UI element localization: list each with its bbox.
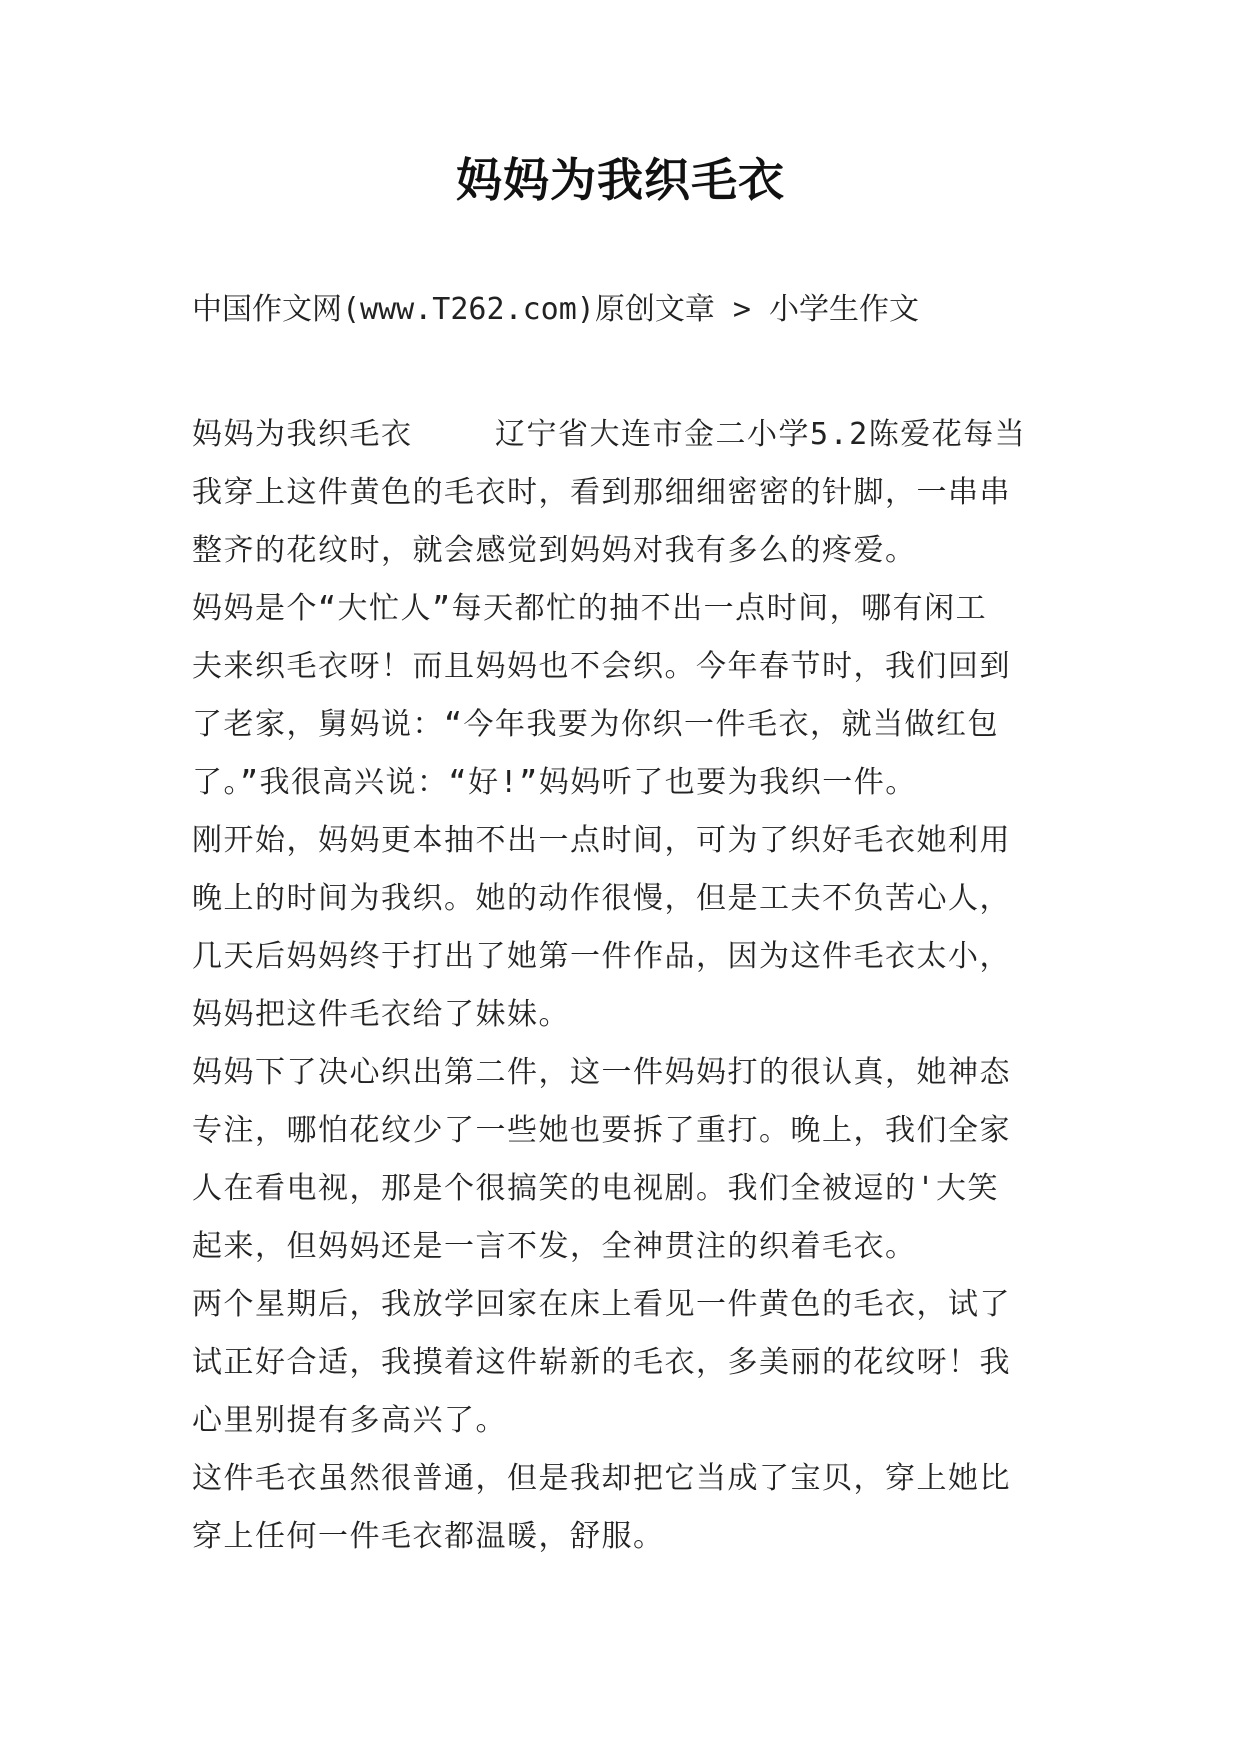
body-line: 试正好合适，我摸着这件崭新的毛衣，多美丽的花纹呀！我 bbox=[192, 1345, 1011, 1380]
body-line: 我穿上这件黄色的毛衣时，看到那细细密密的针脚，一串串 bbox=[192, 475, 1011, 510]
body-line: 几天后妈妈终于打出了她第一件作品，因为这件毛衣太小， bbox=[192, 939, 1011, 974]
body-line: 心里别提有多高兴了。 bbox=[192, 1403, 507, 1438]
body-line: 夫来织毛衣呀！而且妈妈也不会织。今年春节时，我们回到 bbox=[192, 649, 1011, 684]
body-line: 妈妈为我织毛衣 辽宁省大连市金二小学5.2陈爱花每当 bbox=[192, 417, 1027, 452]
body-line: 妈妈下了决心织出第二件，这一件妈妈打的很认真，她神态 bbox=[192, 1055, 1011, 1090]
body-line: 晚上的时间为我织。她的动作很慢，但是工夫不负苦心人， bbox=[192, 881, 1011, 916]
body-line: 妈妈把这件毛衣给了妹妹。 bbox=[192, 997, 570, 1032]
body-line: 整齐的花纹时，就会感觉到妈妈对我有多么的疼爱。 bbox=[192, 533, 917, 568]
body-line: 起来，但妈妈还是一言不发，全神贯注的织着毛衣。 bbox=[192, 1229, 917, 1264]
body-line: 穿上任何一件毛衣都温暖，舒服。 bbox=[192, 1519, 665, 1554]
body-line: 刚开始，妈妈更本抽不出一点时间，可为了织好毛衣她利用 bbox=[192, 823, 1011, 858]
body-line: 了老家，舅妈说：“今年我要为你织一件毛衣，就当做红包 bbox=[192, 707, 1000, 742]
body-line: 两个星期后，我放学回家在床上看见一件黄色的毛衣，试了 bbox=[192, 1287, 1011, 1322]
source-line: 中国作文网(www.T262.com)原创文章 > 小学生作文 bbox=[192, 292, 920, 327]
document-title: 妈妈为我织毛衣 bbox=[456, 153, 785, 207]
body-line: 专注，哪怕花纹少了一些她也要拆了重打。晚上，我们全家 bbox=[192, 1113, 1011, 1148]
body-line: 了。”我很高兴说：“好!”妈妈听了也要为我织一件。 bbox=[192, 765, 917, 800]
body-line: 人在看电视，那是个很搞笑的电视剧。我们全被逗的'大笑 bbox=[192, 1171, 1000, 1206]
article-body bbox=[192, 406, 1072, 1566]
body-line: 这件毛衣虽然很普通，但是我却把它当成了宝贝，穿上她比 bbox=[192, 1461, 1011, 1496]
body-line: 妈妈是个“大忙人”每天都忙的抽不出一点时间，哪有闲工 bbox=[192, 591, 988, 626]
